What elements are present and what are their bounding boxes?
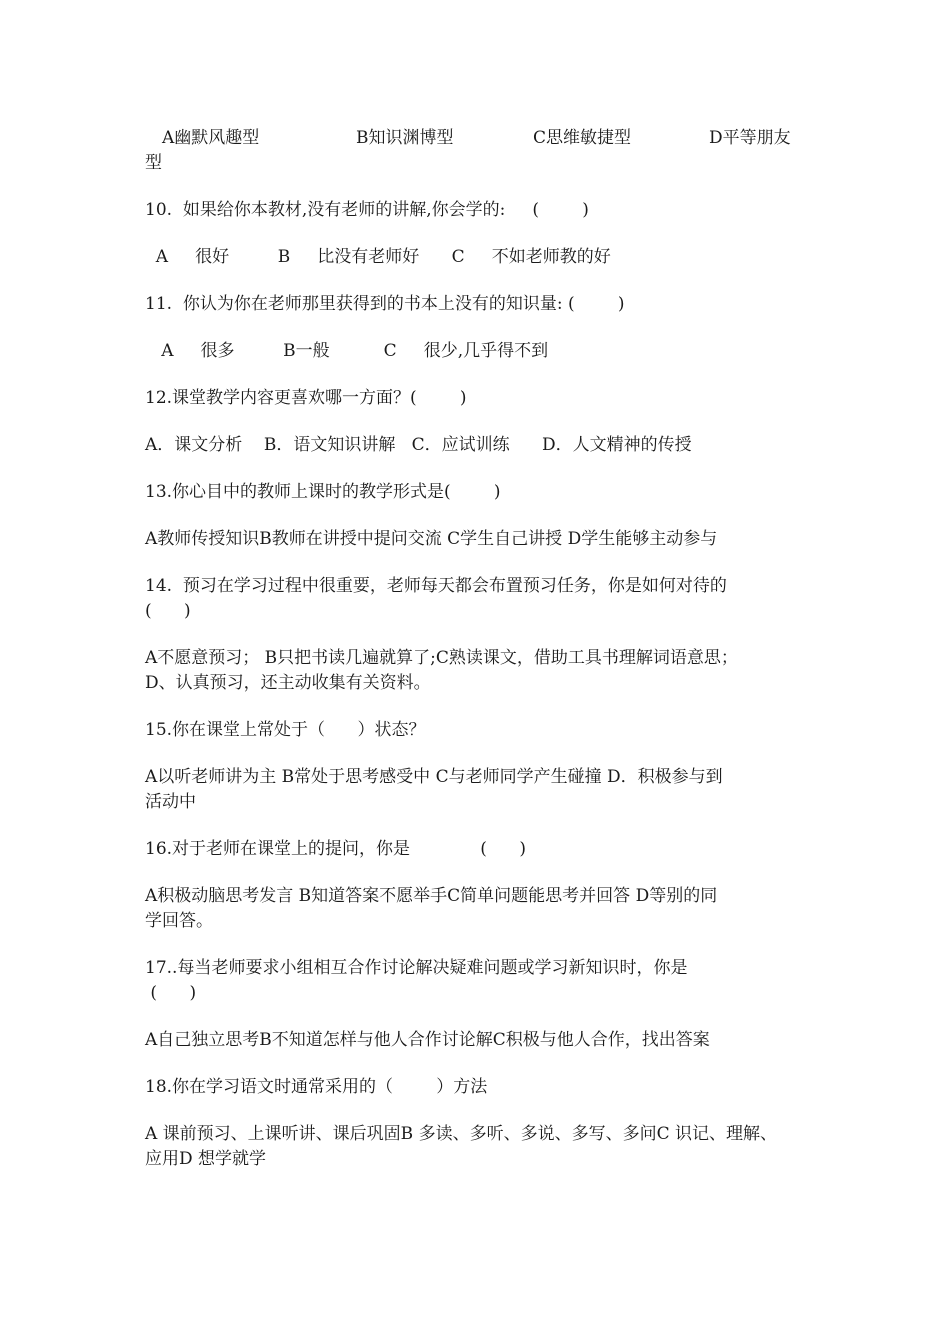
q16-question: 16.对于老师在课堂上的提问，你是 ( ) — [145, 839, 526, 859]
q10-options: A 很好 B 比没有老师好 C 不如老师教的好 — [145, 247, 611, 267]
q15-options-line2: 活动中 — [145, 792, 196, 812]
q13-options: A教师传授知识B教师在讲授中提问交流 C学生自己讲授 D学生能够主动参与 — [145, 529, 718, 549]
q9-option-c: C思维敏捷型 — [533, 128, 632, 148]
q15-question: 15.你在课堂上常处于（ ）状态？ — [145, 720, 426, 740]
q14-question-line1: 14. 预习在学习过程中很重要，老师每天都会布置预习任务，你是如何对待的 — [145, 576, 727, 596]
q10-question: 10. 如果给你本教材,没有老师的讲解,你会学的: ( ) — [145, 200, 589, 220]
q12-options: A．课文分析 B．语文知识讲解 C．应试训练 D．人文精神的传授 — [145, 435, 692, 455]
q9-option-a: A幽默风趣型 — [162, 128, 260, 148]
q11-options: A 很多 B一般 C 很少,几乎得不到 — [145, 341, 549, 361]
q18-question: 18.你在学习语文时通常采用的（ ）方法 — [145, 1077, 488, 1097]
q13-question: 13.你心目中的教师上课时的教学形式是( ) — [145, 482, 501, 502]
q18-options-line1: A 课前预习、上课听讲、课后巩固B 多读、多听、多说、多写、多问C 识记、理解、 — [145, 1124, 777, 1144]
q9-option-b: B知识渊博型 — [356, 128, 454, 148]
q14-options-line1: A不愿意预习； B只把书读几遍就算了;C熟读课文，借助工具书理解词语意思； — [145, 648, 738, 668]
q12-question: 12.课堂教学内容更喜欢哪一方面？( ) — [145, 388, 467, 408]
q9-option-d: D平等朋友 — [709, 128, 791, 148]
q18-options-line2: 应用D 想学就学 — [145, 1149, 267, 1169]
q15-options-line1: A以听老师讲为主 B常处于思考感受中 C与老师同学产生碰撞 D．积极参与到 — [145, 767, 723, 787]
q11-question: 11. 你认为你在老师那里获得到的书本上没有的知识量: ( ) — [145, 294, 625, 314]
q14-question-line2: ( ) — [145, 601, 191, 621]
q14-options-line2: D、认真预习，还主动收集有关资料。 — [145, 673, 431, 693]
q17-question-line2: ( ) — [145, 983, 197, 1003]
q9-option-d-continued: 型 — [145, 153, 162, 173]
q16-options-line2: 学回答。 — [145, 911, 213, 931]
q17-question-line1: 17..每当老师要求小组相互合作讨论解决疑难问题或学习新知识时，你是 — [145, 958, 688, 978]
q17-options: A自己独立思考B不知道怎样与他人合作讨论解C积极与他人合作，找出答案 — [145, 1030, 710, 1050]
q16-options-line1: A积极动脑思考发言 B知道答案不愿举手C简单问题能思考并回答 D等别的同 — [145, 886, 718, 906]
